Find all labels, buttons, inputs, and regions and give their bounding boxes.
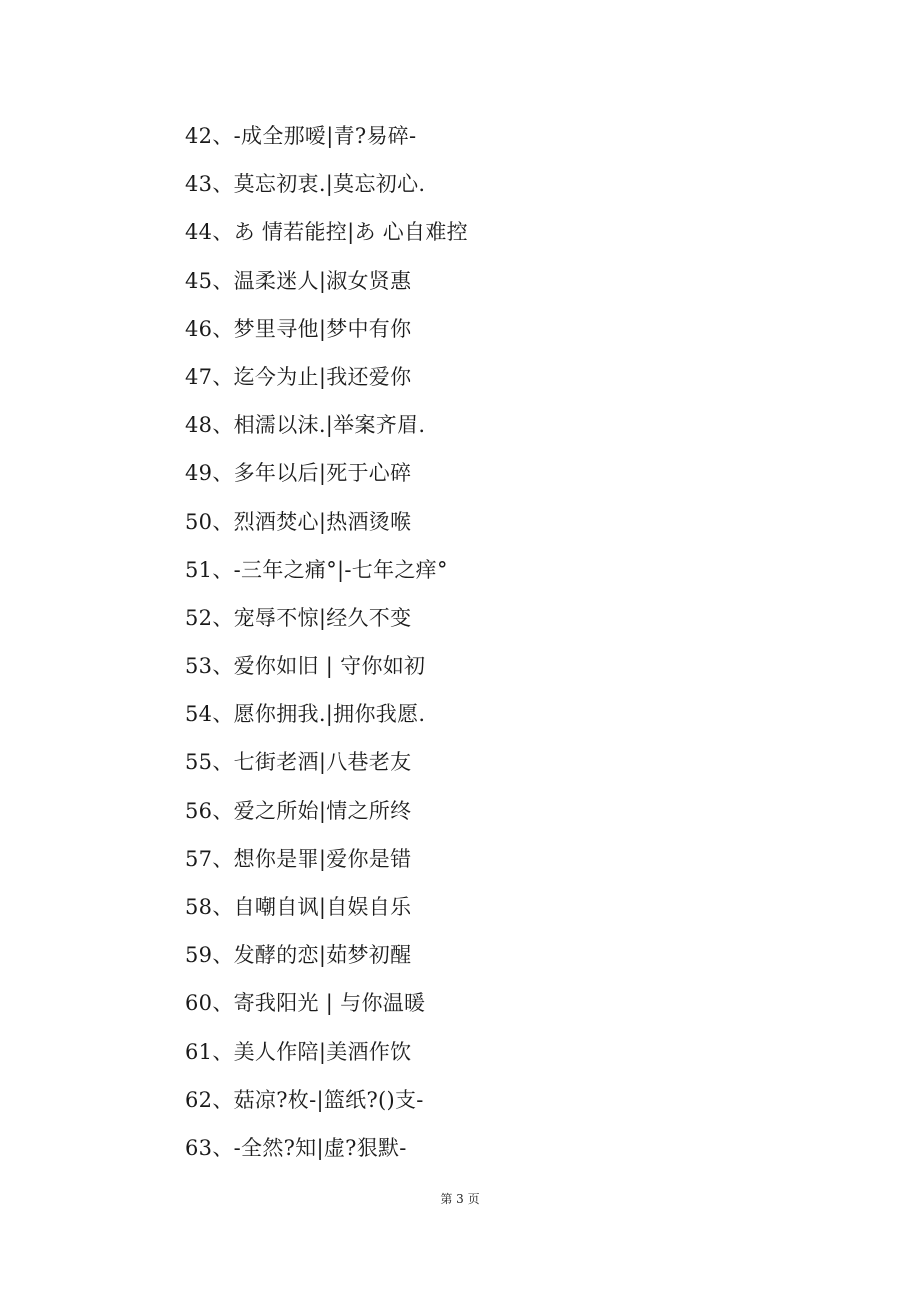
text-line: 51、-三年之痛°|-七年之痒° xyxy=(185,557,448,582)
text-line: 44、あ 情若能控|あ 心自难控 xyxy=(185,220,468,245)
text-line: 50、烈酒焚心|热酒烫喉 xyxy=(185,509,412,534)
text-line: 46、梦里寻他|梦中有你 xyxy=(185,316,412,341)
text-line: 60、寄我阳光 | 与你温暖 xyxy=(185,991,426,1016)
text-line: 63、-全然?知|虚?狠默- xyxy=(185,1135,407,1160)
text-line: 62、菇凉?枚-|篮纸?()支- xyxy=(185,1087,424,1112)
text-line: 43、莫忘初衷.|莫忘初心. xyxy=(185,172,426,197)
text-line: 48、相濡以沫.|举案齐眉. xyxy=(185,413,426,438)
text-line: 58、自嘲自讽|自娱自乐 xyxy=(185,895,412,919)
text-line: 53、爱你如旧 | 守你如初 xyxy=(185,654,426,679)
text-line: 52、宠辱不惊|经久不变 xyxy=(185,605,412,630)
text-line: 45、温柔迷人|淑女贤惠 xyxy=(185,268,412,293)
text-line: 49、多年以后|死于心碎 xyxy=(185,461,412,486)
page-number-footer: 第 3 页 xyxy=(440,1192,480,1206)
text-line: 57、想你是罪|爱你是错 xyxy=(185,846,412,871)
text-line: 61、美人作陪|美酒作饮 xyxy=(185,1039,412,1064)
text-line: 47、迄今为止|我还爱你 xyxy=(185,364,412,389)
text-line: 56、爱之所始|情之所终 xyxy=(185,798,412,823)
text-line: 55、七街老酒|八巷老友 xyxy=(185,750,412,775)
text-line-list xyxy=(185,112,468,1172)
text-line: 42、-成全那嗳|青?易碎- xyxy=(185,124,417,148)
text-line: 54、愿你拥我.|拥你我愿. xyxy=(185,702,426,727)
text-line: 59、发酵的恋|茹梦初醒 xyxy=(185,943,412,968)
